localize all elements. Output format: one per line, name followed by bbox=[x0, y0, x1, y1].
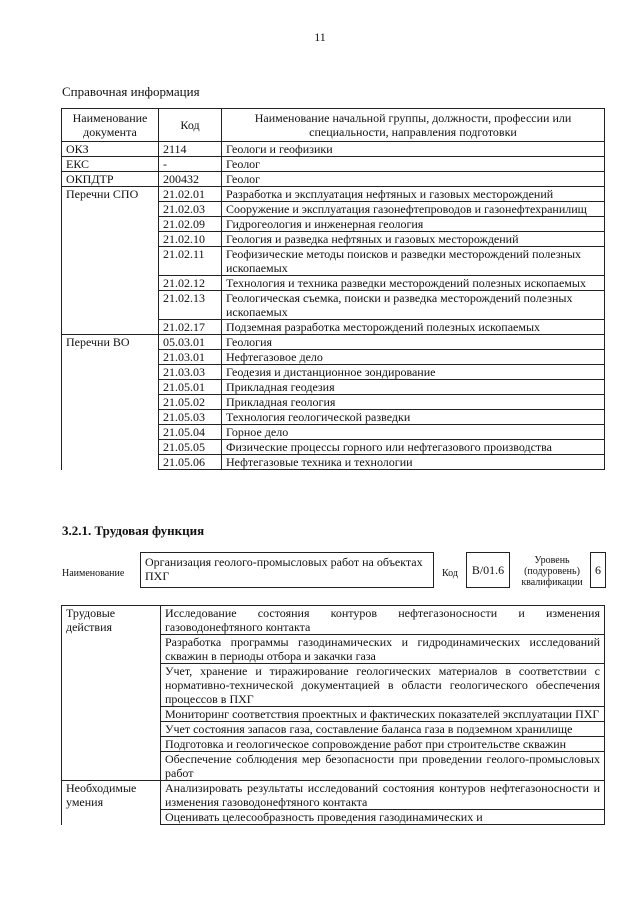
function-category-cell bbox=[62, 810, 161, 825]
reference-code-cell: 21.02.17 bbox=[159, 320, 222, 335]
function-item-cell: Разработка программы газодинамических и гидродинамических исследований скважин в периоды отбора и закачки газа bbox=[161, 635, 605, 664]
reference-code-cell: 05.03.01 bbox=[159, 335, 222, 350]
reference-code-cell: 21.05.06 bbox=[159, 455, 222, 470]
reference-name-cell: Геофизические методы поисков и разведки месторождений полезных ископаемых bbox=[222, 247, 605, 276]
function-code-value: B/01.6 bbox=[466, 552, 510, 588]
reference-name-cell: Геологическая съемка, поиски и разведка месторождений полезных ископаемых bbox=[222, 291, 605, 320]
reference-doc-cell bbox=[62, 350, 159, 365]
reference-doc-cell bbox=[62, 291, 159, 320]
reference-row bbox=[62, 335, 605, 350]
function-row bbox=[62, 810, 605, 825]
reference-name-cell: Геология и разведка нефтяных и газовых месторождений bbox=[222, 232, 605, 247]
reference-code-cell: 21.02.09 bbox=[159, 217, 222, 232]
function-table bbox=[61, 605, 605, 825]
reference-doc-cell bbox=[62, 276, 159, 291]
reference-doc-cell bbox=[62, 247, 159, 276]
reference-row bbox=[62, 142, 605, 157]
reference-doc-cell bbox=[62, 380, 159, 395]
reference-doc-cell bbox=[62, 232, 159, 247]
reference-code-cell: 21.05.04 bbox=[159, 425, 222, 440]
function-row bbox=[62, 722, 605, 737]
reference-doc-cell bbox=[62, 320, 159, 335]
header-name: Наименование начальной группы, должности, профессии или специальности, направления подготовки bbox=[222, 109, 605, 142]
reference-name-cell: Подземная разработка месторождений полезных ископаемых bbox=[222, 320, 605, 335]
reference-doc-cell bbox=[62, 395, 159, 410]
reference-doc-cell bbox=[62, 365, 159, 380]
reference-code-cell: 200432 bbox=[159, 172, 222, 187]
reference-code-cell: 21.02.13 bbox=[159, 291, 222, 320]
function-row bbox=[62, 707, 605, 722]
header-code: Код bbox=[159, 109, 222, 142]
function-item-cell: Учет, хранение и тиражирование геологических материалов в соответствии с нормативно-технической документацией в области геологического обеспечения процессов в ПХГ bbox=[161, 664, 605, 707]
reference-row bbox=[62, 187, 605, 202]
reference-row bbox=[62, 425, 605, 440]
reference-row bbox=[62, 395, 605, 410]
reference-row bbox=[62, 172, 605, 187]
function-item-cell: Оценивать целесообразность проведения газодинамических и bbox=[161, 810, 605, 825]
reference-name-cell: Сооружение и эксплуатация газонефтепроводов и газонефтехранилищ bbox=[222, 202, 605, 217]
reference-code-cell: 21.05.03 bbox=[159, 410, 222, 425]
function-row bbox=[62, 781, 605, 810]
reference-row bbox=[62, 320, 605, 335]
reference-name-cell: Геологи и геофизики bbox=[222, 142, 605, 157]
function-item-cell: Подготовка и геологическое сопровождение работ при строительстве скважин bbox=[161, 737, 605, 752]
reference-row bbox=[62, 350, 605, 365]
reference-name-cell: Горное дело bbox=[222, 425, 605, 440]
reference-code-cell: - bbox=[159, 157, 222, 172]
reference-name-cell: Разработка и эксплуатация нефтяных и газовых месторождений bbox=[222, 187, 605, 202]
function-item-cell: Обеспечение соблюдения мер безопасности при проведении геолого-промысловых работ bbox=[161, 752, 605, 781]
reference-row bbox=[62, 291, 605, 320]
reference-name-cell: Технология и техника разведки месторождений полезных ископаемых bbox=[222, 276, 605, 291]
reference-code-cell: 2114 bbox=[159, 142, 222, 157]
function-category-cell bbox=[62, 707, 161, 722]
reference-name-cell: Геология bbox=[222, 335, 605, 350]
function-item-cell: Исследование состояния контуров нефтегазоносности и изменения газоводонефтяного контакта bbox=[161, 606, 605, 635]
function-name-value: Организация геолого-промысловых работ на объектах ПХГ bbox=[140, 552, 434, 588]
reference-code-cell: 21.03.03 bbox=[159, 365, 222, 380]
reference-doc-cell: ОКЗ bbox=[62, 142, 159, 157]
function-item-cell: Мониторинг соответствия проектных и фактических показателей эксплуатации ПХГ bbox=[161, 707, 605, 722]
reference-doc-cell bbox=[62, 440, 159, 455]
reference-row bbox=[62, 217, 605, 232]
reference-code-cell: 21.02.12 bbox=[159, 276, 222, 291]
reference-doc-cell bbox=[62, 410, 159, 425]
reference-name-cell: Физические процессы горного или нефтегазового производства bbox=[222, 440, 605, 455]
reference-row bbox=[62, 232, 605, 247]
function-row bbox=[62, 664, 605, 707]
reference-row bbox=[62, 276, 605, 291]
reference-table bbox=[61, 108, 605, 470]
page-number: 11 bbox=[314, 30, 326, 44]
reference-code-cell: 21.03.01 bbox=[159, 350, 222, 365]
reference-header-row bbox=[62, 109, 605, 142]
reference-name-cell: Технология геологической разведки bbox=[222, 410, 605, 425]
reference-doc-cell: Перечни СПО bbox=[62, 187, 159, 202]
reference-doc-cell: Перечни ВО bbox=[62, 335, 159, 350]
reference-row bbox=[62, 410, 605, 425]
reference-doc-cell bbox=[62, 217, 159, 232]
reference-body bbox=[62, 142, 605, 470]
reference-code-cell: 21.05.01 bbox=[159, 380, 222, 395]
reference-name-cell: Геодезия и дистанционное зондирование bbox=[222, 365, 605, 380]
reference-doc-cell bbox=[62, 425, 159, 440]
reference-title: Справочная информация bbox=[62, 84, 200, 99]
reference-name-cell: Геолог bbox=[222, 172, 605, 187]
function-category-cell bbox=[62, 752, 161, 781]
reference-row bbox=[62, 365, 605, 380]
reference-doc-cell bbox=[62, 455, 159, 470]
qualification-level-value: 6 bbox=[590, 552, 606, 588]
function-name-label: Наименование bbox=[62, 568, 125, 579]
reference-code-cell: 21.05.05 bbox=[159, 440, 222, 455]
reference-code-cell: 21.02.10 bbox=[159, 232, 222, 247]
reference-name-cell: Прикладная геология bbox=[222, 395, 605, 410]
reference-code-cell: 21.02.03 bbox=[159, 202, 222, 217]
function-row bbox=[62, 737, 605, 752]
function-category-cell bbox=[62, 635, 161, 664]
function-category-cell bbox=[62, 664, 161, 707]
reference-doc-cell: ЕКС bbox=[62, 157, 159, 172]
function-category-cell bbox=[62, 737, 161, 752]
function-category-cell: Необходимые умения bbox=[62, 781, 161, 810]
reference-row bbox=[62, 247, 605, 276]
function-row bbox=[62, 606, 605, 635]
reference-name-cell: Нефтегазовые техника и технологии bbox=[222, 455, 605, 470]
function-row bbox=[62, 635, 605, 664]
reference-code-cell: 21.02.01 bbox=[159, 187, 222, 202]
reference-name-cell: Гидрогеология и инженерная геология bbox=[222, 217, 605, 232]
function-category-cell bbox=[62, 722, 161, 737]
reference-code-cell: 21.05.02 bbox=[159, 395, 222, 410]
function-category-cell: Трудовые действия bbox=[62, 606, 161, 635]
reference-name-cell: Геолог bbox=[222, 157, 605, 172]
function-body bbox=[62, 606, 605, 825]
reference-code-cell: 21.02.11 bbox=[159, 247, 222, 276]
function-item-cell: Учет состояния запасов газа, составление баланса газа в подземном хранилище bbox=[161, 722, 605, 737]
reference-row bbox=[62, 202, 605, 217]
reference-row bbox=[62, 455, 605, 470]
reference-name-cell: Прикладная геодезия bbox=[222, 380, 605, 395]
reference-doc-cell: ОКПДТР bbox=[62, 172, 159, 187]
reference-row bbox=[62, 440, 605, 455]
function-item-cell: Анализировать результаты исследований состояния контуров нефтегазоносности и изменения газоводонефтяного контакта bbox=[161, 781, 605, 810]
reference-row bbox=[62, 380, 605, 395]
reference-doc-cell bbox=[62, 202, 159, 217]
function-row bbox=[62, 752, 605, 781]
function-code-label: Код bbox=[442, 568, 458, 579]
reference-row bbox=[62, 157, 605, 172]
qualification-level-label: Уровень (подуровень) квалификации bbox=[521, 555, 583, 588]
reference-name-cell: Нефтегазовое дело bbox=[222, 350, 605, 365]
section-title: 3.2.1. Трудовая функция bbox=[62, 523, 205, 538]
header-doc: Наименование документа bbox=[62, 109, 159, 142]
